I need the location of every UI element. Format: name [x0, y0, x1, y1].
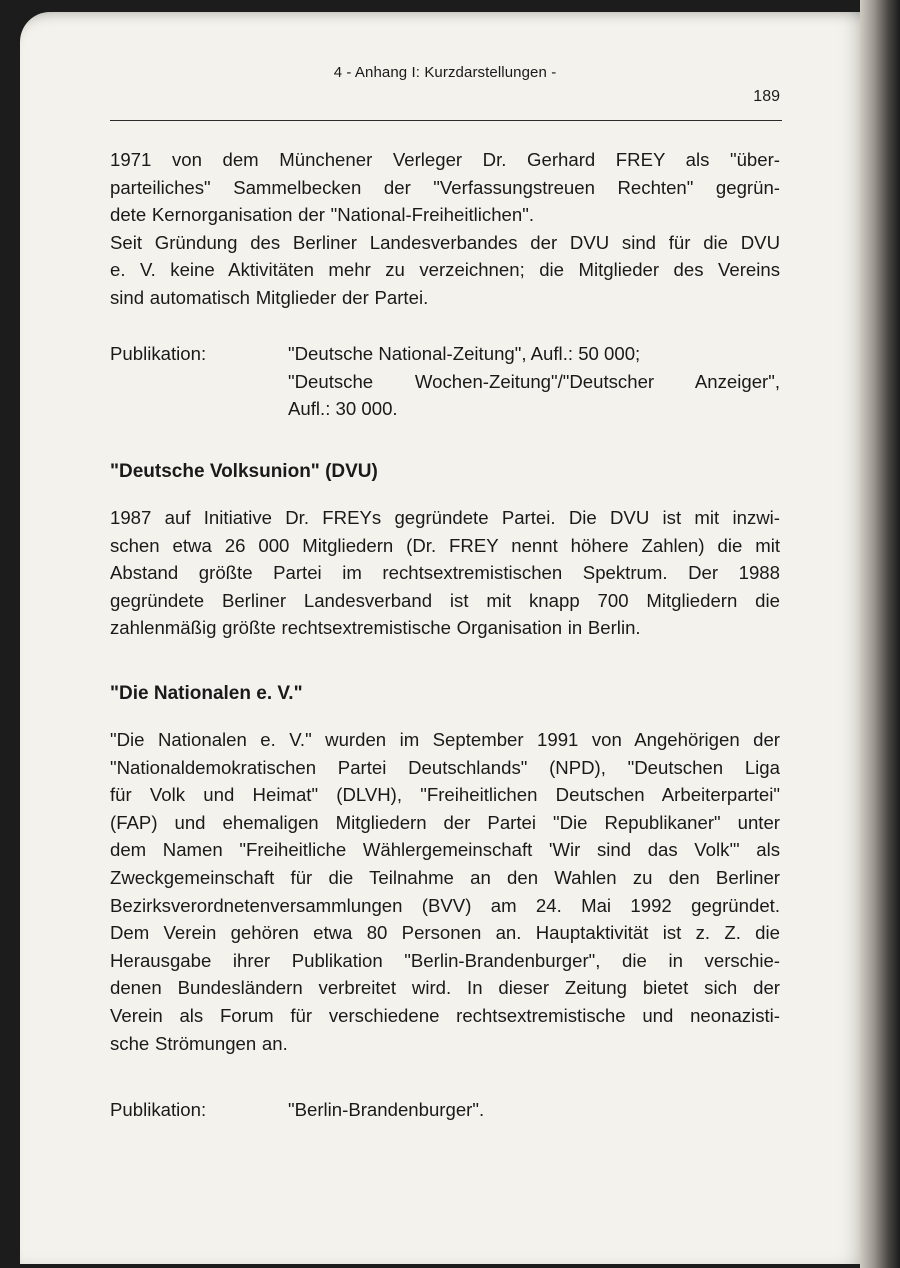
text-line: dete Kernorganisation der "National-Freiheitlichen". [110, 204, 534, 226]
text-line: sche Strömungen an. [110, 1032, 288, 1054]
page-number: 189 [753, 88, 780, 105]
text-line: "Deutsche National-Zeitung", Aufl.: 50 000; [288, 343, 641, 364]
text-line: dem Namen "Freiheitliche Wählergemeinschaft 'Wir sind das Volk'" als [110, 839, 780, 861]
text-line: Zweckgemeinschaft für die Teilnahme an den Wahlen zu den Berliner [110, 866, 780, 888]
publication-value [288, 340, 780, 423]
text-line: für Volk und Heimat" (DLVH), "Freiheitlichen Deutschen Arbeiterpartei" [110, 784, 780, 806]
text-line: zahlenmäßig größte rechtsextremistische Organisation in Berlin. [110, 617, 641, 639]
text-line: "Die Nationalen e. V." wurden im September 1991 von Angehörigen der [110, 729, 780, 750]
text-line: e. V. keine Aktivitäten mehr zu verzeichnen; die Mitglieder des Vereins [110, 259, 780, 281]
section-heading-dvu: "Deutsche Volksunion" (DVU) [110, 461, 378, 482]
text-line: "Deutsche Wochen-Zeitung"/"Deutscher Anzeiger", [288, 370, 780, 392]
text-line: (FAP) und ehemaligen Mitgliedern der Partei "Die Republikaner" unter [110, 811, 780, 833]
text-line: 1987 auf Initiative Dr. FREYs gegründete Partei. Die DVU ist mit inzwi- [110, 507, 780, 528]
text-line: Aufl.: 30 000. [288, 398, 398, 420]
nationalen-paragraph [110, 726, 780, 1057]
text-line: Bezirksverordnetenversammlungen (BVV) am 24. Mai 1992 gegründet. [110, 894, 780, 916]
text-line: Dem Verein gehören etwa 80 Personen an. Hauptaktivität ist z. Z. die [110, 922, 780, 944]
publication-label: Publikation: [110, 1099, 207, 1120]
text-line: "Nationaldemokratischen Partei Deutschlands" (NPD), "Deutschen Liga [110, 756, 780, 778]
header-rule [110, 120, 782, 121]
publication-value [288, 1096, 780, 1124]
text-line: Herausgabe ihrer Publikation "Berlin-Brandenburger", die in verschie- [110, 949, 780, 971]
text-line: parteiliches" Sammelbecken der "Verfassungstreuen Rechten" gegrün- [110, 176, 780, 198]
text-line: sind automatisch Mitglieder der Partei. [110, 286, 429, 308]
text-line: Seit Gründung des Berliner Landesverbandes der DVU sind für die DVU [110, 231, 780, 253]
text-line: gegründete Berliner Landesverband ist mit knapp 700 Mitgliedern die [110, 589, 780, 611]
text-line: 1971 von dem Münchener Verleger Dr. Gerhard FREY als "über- [110, 149, 780, 170]
running-header: 4 - Anhang I: Kurzdarstellungen - [333, 64, 557, 81]
intro-paragraph [110, 146, 780, 312]
dvu-paragraph [110, 504, 780, 642]
publication-label: Publikation: [110, 343, 207, 364]
text-line: denen Bundesländern verbreitet wird. In dieser Zeitung bietet sich der [110, 977, 780, 999]
text-line: schen etwa 26 000 Mitgliedern (Dr. FREY nennt höhere Zahlen) die mit [110, 534, 780, 556]
book-spine-shadow [860, 0, 900, 1268]
text-line: Verein als Forum für verschiedene rechtsextremistische und neonazisti- [110, 1004, 780, 1026]
text-line: "Berlin-Brandenburger". [288, 1099, 485, 1120]
section-heading-nationalen: "Die Nationalen e. V." [110, 683, 303, 704]
text-line: Abstand größte Partei im rechtsextremistischen Spektrum. Der 1988 [110, 562, 780, 584]
